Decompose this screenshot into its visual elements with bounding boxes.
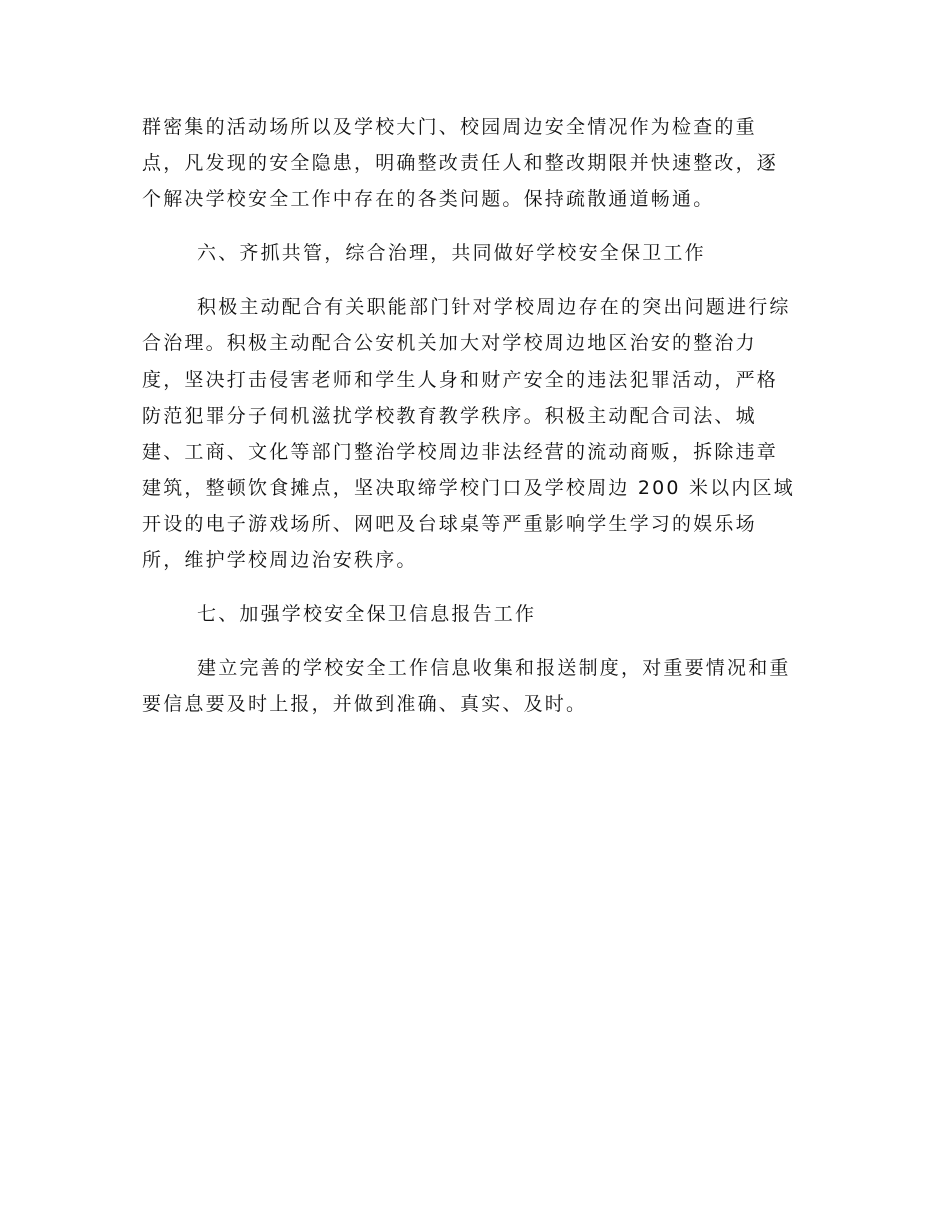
paragraph-line: 度，坚决打击侵害老师和学生人身和财产安全的违法犯罪活动，严格 [142,369,779,391]
paragraph-line: 群密集的活动场所以及学校大门、校园周边安全情况作为检查的重 [142,116,757,138]
section-heading-6: 六、齐抓共管，综合治理，共同做好学校安全保卫工作 [197,242,706,264]
paragraph-line: 建立完善的学校安全工作信息收集和报送制度，对重要情况和重 [197,657,791,679]
paragraph-line: 合治理。积极主动配合公安机关加大对学校周边地区治安的整治力 [142,332,757,354]
section-heading-7: 七、加强学校安全保卫信息报告工作 [197,603,537,625]
paragraph-line: 要信息要及时上报，并做到准确、真实、及时。 [142,693,588,715]
paragraph-line: 建筑，整顿饮食摊点，坚决取缔学校门口及学校周边 200 米以内区域 [142,477,795,499]
paragraph-line: 建、工商、文化等部门整治学校周边非法经营的流动商贩，拆除违章 [142,441,779,463]
paragraph-line: 个解决学校安全工作中存在的各类问题。保持疏散通道畅通。 [142,188,715,210]
paragraph-line: 所，维护学校周边治安秩序。 [142,549,418,571]
paragraph-line: 积极主动配合有关职能部门针对学校周边存在的突出问题进行综 [197,296,791,318]
paragraph-line: 开设的电子游戏场所、网吧及台球桌等严重影响学生学习的娱乐场 [142,513,757,535]
paragraph-line: 防范犯罪分子伺机滋扰学校教育教学秩序。积极主动配合司法、城 [142,405,757,427]
paragraph-line: 点，凡发现的安全隐患，明确整改责任人和整改期限并快速整改，逐 [142,152,779,174]
